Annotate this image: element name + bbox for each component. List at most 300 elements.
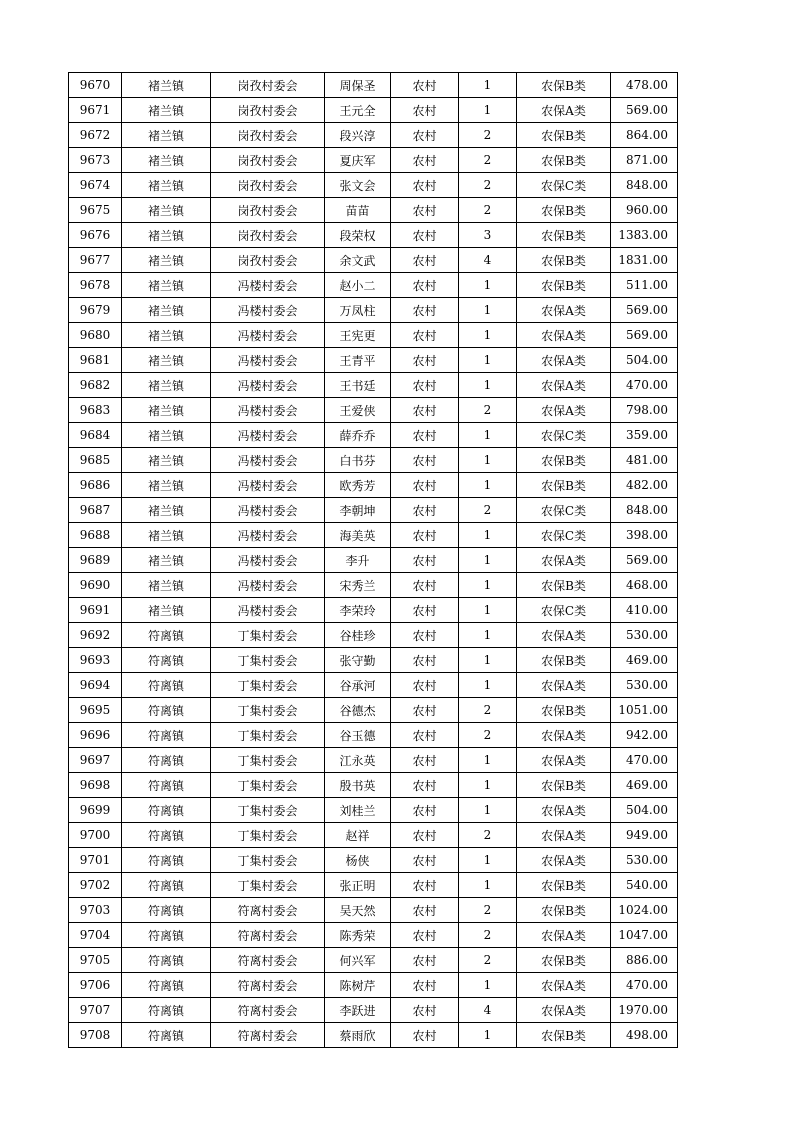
cell-town: 符离镇 xyxy=(122,998,211,1023)
cell-household-type: 农村 xyxy=(391,323,459,348)
cell-serial-number: 9681 xyxy=(69,348,122,373)
cell-insurance-category: 农保B类 xyxy=(517,448,611,473)
cell-town: 符离镇 xyxy=(122,948,211,973)
cell-recipient-name: 王青平 xyxy=(325,348,391,373)
cell-amount: 798.00 xyxy=(611,398,678,423)
cell-person-count: 1 xyxy=(459,673,517,698)
cell-serial-number: 9685 xyxy=(69,448,122,473)
cell-town: 褚兰镇 xyxy=(122,423,211,448)
table-row xyxy=(69,523,678,548)
cell-serial-number: 9688 xyxy=(69,523,122,548)
table-row xyxy=(69,323,678,348)
cell-household-type: 农村 xyxy=(391,298,459,323)
cell-insurance-category: 农保B类 xyxy=(517,148,611,173)
cell-village-committee: 符离村委会 xyxy=(211,923,325,948)
cell-serial-number: 9680 xyxy=(69,323,122,348)
cell-recipient-name: 周保圣 xyxy=(325,73,391,98)
cell-town: 褚兰镇 xyxy=(122,498,211,523)
cell-recipient-name: 余文武 xyxy=(325,248,391,273)
cell-village-committee: 丁集村委会 xyxy=(211,623,325,648)
cell-town: 褚兰镇 xyxy=(122,398,211,423)
cell-recipient-name: 赵小二 xyxy=(325,273,391,298)
cell-person-count: 1 xyxy=(459,798,517,823)
cell-insurance-category: 农保B类 xyxy=(517,223,611,248)
cell-serial-number: 9678 xyxy=(69,273,122,298)
cell-town: 符离镇 xyxy=(122,873,211,898)
cell-amount: 511.00 xyxy=(611,273,678,298)
cell-serial-number: 9700 xyxy=(69,823,122,848)
cell-village-committee: 丁集村委会 xyxy=(211,773,325,798)
cell-household-type: 农村 xyxy=(391,523,459,548)
cell-amount: 470.00 xyxy=(611,373,678,398)
cell-serial-number: 9673 xyxy=(69,148,122,173)
cell-amount: 469.00 xyxy=(611,773,678,798)
cell-recipient-name: 张守勤 xyxy=(325,648,391,673)
table-row xyxy=(69,873,678,898)
cell-insurance-category: 农保B类 xyxy=(517,248,611,273)
assistance-roster-table xyxy=(68,72,678,1048)
cell-amount: 886.00 xyxy=(611,948,678,973)
cell-amount: 504.00 xyxy=(611,798,678,823)
cell-insurance-category: 农保C类 xyxy=(517,523,611,548)
cell-recipient-name: 王爱侠 xyxy=(325,398,391,423)
cell-town: 褚兰镇 xyxy=(122,448,211,473)
cell-person-count: 1 xyxy=(459,423,517,448)
cell-serial-number: 9692 xyxy=(69,623,122,648)
cell-village-committee: 符离村委会 xyxy=(211,948,325,973)
cell-household-type: 农村 xyxy=(391,198,459,223)
cell-person-count: 1 xyxy=(459,73,517,98)
cell-village-committee: 丁集村委会 xyxy=(211,848,325,873)
cell-town: 褚兰镇 xyxy=(122,123,211,148)
cell-serial-number: 9698 xyxy=(69,773,122,798)
cell-serial-number: 9696 xyxy=(69,723,122,748)
cell-recipient-name: 陈秀荣 xyxy=(325,923,391,948)
cell-person-count: 1 xyxy=(459,273,517,298)
cell-town: 符离镇 xyxy=(122,798,211,823)
table-row xyxy=(69,223,678,248)
cell-recipient-name: 李荣玲 xyxy=(325,598,391,623)
cell-serial-number: 9705 xyxy=(69,948,122,973)
table-row xyxy=(69,373,678,398)
cell-village-committee: 岗孜村委会 xyxy=(211,123,325,148)
cell-town: 褚兰镇 xyxy=(122,248,211,273)
cell-village-committee: 符离村委会 xyxy=(211,998,325,1023)
cell-household-type: 农村 xyxy=(391,448,459,473)
cell-amount: 569.00 xyxy=(611,548,678,573)
cell-village-committee: 丁集村委会 xyxy=(211,723,325,748)
cell-town: 褚兰镇 xyxy=(122,548,211,573)
table-row xyxy=(69,773,678,798)
cell-household-type: 农村 xyxy=(391,623,459,648)
table-row xyxy=(69,198,678,223)
table-row xyxy=(69,573,678,598)
cell-town: 褚兰镇 xyxy=(122,473,211,498)
cell-town: 符离镇 xyxy=(122,698,211,723)
cell-household-type: 农村 xyxy=(391,223,459,248)
cell-amount: 960.00 xyxy=(611,198,678,223)
cell-amount: 1047.00 xyxy=(611,923,678,948)
cell-amount: 530.00 xyxy=(611,848,678,873)
cell-village-committee: 符离村委会 xyxy=(211,898,325,923)
cell-household-type: 农村 xyxy=(391,748,459,773)
cell-person-count: 2 xyxy=(459,198,517,223)
cell-recipient-name: 殷书英 xyxy=(325,773,391,798)
cell-serial-number: 9694 xyxy=(69,673,122,698)
cell-town: 符离镇 xyxy=(122,923,211,948)
cell-person-count: 1 xyxy=(459,748,517,773)
cell-insurance-category: 农保B类 xyxy=(517,123,611,148)
table-row xyxy=(69,423,678,448)
cell-village-committee: 岗孜村委会 xyxy=(211,73,325,98)
cell-recipient-name: 万凤柱 xyxy=(325,298,391,323)
table-row xyxy=(69,248,678,273)
cell-insurance-category: 农保B类 xyxy=(517,698,611,723)
table-row xyxy=(69,298,678,323)
cell-insurance-category: 农保B类 xyxy=(517,648,611,673)
cell-insurance-category: 农保A类 xyxy=(517,298,611,323)
cell-village-committee: 符离村委会 xyxy=(211,1023,325,1048)
cell-household-type: 农村 xyxy=(391,398,459,423)
cell-serial-number: 9682 xyxy=(69,373,122,398)
table-row xyxy=(69,998,678,1023)
table-row xyxy=(69,498,678,523)
cell-household-type: 农村 xyxy=(391,673,459,698)
cell-household-type: 农村 xyxy=(391,98,459,123)
cell-amount: 359.00 xyxy=(611,423,678,448)
cell-recipient-name: 段兴淳 xyxy=(325,123,391,148)
cell-household-type: 农村 xyxy=(391,373,459,398)
cell-amount: 1383.00 xyxy=(611,223,678,248)
table-row xyxy=(69,548,678,573)
cell-amount: 469.00 xyxy=(611,648,678,673)
table-row xyxy=(69,698,678,723)
cell-insurance-category: 农保A类 xyxy=(517,798,611,823)
cell-person-count: 1 xyxy=(459,848,517,873)
cell-town: 符离镇 xyxy=(122,723,211,748)
cell-household-type: 农村 xyxy=(391,248,459,273)
cell-insurance-category: 农保A类 xyxy=(517,548,611,573)
cell-insurance-category: 农保C类 xyxy=(517,598,611,623)
cell-amount: 481.00 xyxy=(611,448,678,473)
table-row xyxy=(69,673,678,698)
cell-serial-number: 9691 xyxy=(69,598,122,623)
cell-town: 符离镇 xyxy=(122,973,211,998)
cell-town: 褚兰镇 xyxy=(122,598,211,623)
cell-person-count: 1 xyxy=(459,648,517,673)
cell-person-count: 1 xyxy=(459,1023,517,1048)
cell-recipient-name: 李朝坤 xyxy=(325,498,391,523)
cell-household-type: 农村 xyxy=(391,923,459,948)
cell-village-committee: 冯楼村委会 xyxy=(211,398,325,423)
cell-town: 符离镇 xyxy=(122,673,211,698)
cell-insurance-category: 农保B类 xyxy=(517,573,611,598)
cell-town: 符离镇 xyxy=(122,773,211,798)
cell-household-type: 农村 xyxy=(391,973,459,998)
cell-amount: 1831.00 xyxy=(611,248,678,273)
cell-person-count: 1 xyxy=(459,573,517,598)
roster-body xyxy=(69,73,678,1048)
cell-village-committee: 冯楼村委会 xyxy=(211,548,325,573)
cell-village-committee: 丁集村委会 xyxy=(211,673,325,698)
cell-amount: 470.00 xyxy=(611,748,678,773)
cell-village-committee: 岗孜村委会 xyxy=(211,98,325,123)
cell-town: 褚兰镇 xyxy=(122,573,211,598)
table-row xyxy=(69,648,678,673)
cell-amount: 470.00 xyxy=(611,973,678,998)
cell-insurance-category: 农保A类 xyxy=(517,723,611,748)
cell-person-count: 4 xyxy=(459,248,517,273)
cell-amount: 1970.00 xyxy=(611,998,678,1023)
cell-village-committee: 冯楼村委会 xyxy=(211,373,325,398)
cell-village-committee: 岗孜村委会 xyxy=(211,223,325,248)
cell-recipient-name: 李跃进 xyxy=(325,998,391,1023)
cell-recipient-name: 夏庆军 xyxy=(325,148,391,173)
cell-village-committee: 符离村委会 xyxy=(211,973,325,998)
cell-person-count: 4 xyxy=(459,998,517,1023)
cell-person-count: 2 xyxy=(459,723,517,748)
cell-village-committee: 冯楼村委会 xyxy=(211,423,325,448)
cell-household-type: 农村 xyxy=(391,473,459,498)
cell-recipient-name: 白书芬 xyxy=(325,448,391,473)
cell-amount: 569.00 xyxy=(611,98,678,123)
cell-amount: 1024.00 xyxy=(611,898,678,923)
cell-recipient-name: 薛乔乔 xyxy=(325,423,391,448)
cell-person-count: 1 xyxy=(459,373,517,398)
table-row xyxy=(69,798,678,823)
cell-insurance-category: 农保B类 xyxy=(517,898,611,923)
cell-town: 符离镇 xyxy=(122,623,211,648)
table-row xyxy=(69,273,678,298)
cell-household-type: 农村 xyxy=(391,273,459,298)
table-row xyxy=(69,898,678,923)
cell-town: 符离镇 xyxy=(122,1023,211,1048)
cell-amount: 530.00 xyxy=(611,623,678,648)
cell-recipient-name: 李升 xyxy=(325,548,391,573)
cell-village-committee: 丁集村委会 xyxy=(211,648,325,673)
cell-person-count: 2 xyxy=(459,898,517,923)
cell-recipient-name: 海美英 xyxy=(325,523,391,548)
cell-town: 符离镇 xyxy=(122,648,211,673)
cell-village-committee: 冯楼村委会 xyxy=(211,348,325,373)
cell-person-count: 2 xyxy=(459,698,517,723)
cell-serial-number: 9686 xyxy=(69,473,122,498)
cell-town: 褚兰镇 xyxy=(122,373,211,398)
cell-recipient-name: 刘桂兰 xyxy=(325,798,391,823)
cell-household-type: 农村 xyxy=(391,573,459,598)
table-row xyxy=(69,73,678,98)
cell-serial-number: 9676 xyxy=(69,223,122,248)
cell-town: 褚兰镇 xyxy=(122,73,211,98)
cell-household-type: 农村 xyxy=(391,73,459,98)
cell-village-committee: 岗孜村委会 xyxy=(211,198,325,223)
cell-village-committee: 丁集村委会 xyxy=(211,823,325,848)
cell-amount: 482.00 xyxy=(611,473,678,498)
cell-person-count: 1 xyxy=(459,523,517,548)
cell-recipient-name: 陈树芹 xyxy=(325,973,391,998)
cell-serial-number: 9701 xyxy=(69,848,122,873)
cell-serial-number: 9704 xyxy=(69,923,122,948)
cell-serial-number: 9671 xyxy=(69,98,122,123)
cell-insurance-category: 农保C类 xyxy=(517,173,611,198)
cell-person-count: 1 xyxy=(459,773,517,798)
cell-village-committee: 冯楼村委会 xyxy=(211,298,325,323)
cell-person-count: 1 xyxy=(459,548,517,573)
cell-recipient-name: 谷玉德 xyxy=(325,723,391,748)
cell-town: 褚兰镇 xyxy=(122,148,211,173)
table-row xyxy=(69,973,678,998)
cell-insurance-category: 农保B类 xyxy=(517,273,611,298)
cell-recipient-name: 张正明 xyxy=(325,873,391,898)
table-row xyxy=(69,748,678,773)
table-row xyxy=(69,448,678,473)
cell-person-count: 2 xyxy=(459,398,517,423)
cell-serial-number: 9702 xyxy=(69,873,122,898)
cell-serial-number: 9703 xyxy=(69,898,122,923)
cell-recipient-name: 王宪更 xyxy=(325,323,391,348)
cell-serial-number: 9693 xyxy=(69,648,122,673)
cell-insurance-category: 农保B类 xyxy=(517,873,611,898)
cell-serial-number: 9675 xyxy=(69,198,122,223)
cell-insurance-category: 农保A类 xyxy=(517,973,611,998)
cell-insurance-category: 农保A类 xyxy=(517,673,611,698)
cell-insurance-category: 农保C类 xyxy=(517,498,611,523)
cell-serial-number: 9707 xyxy=(69,998,122,1023)
cell-household-type: 农村 xyxy=(391,148,459,173)
cell-insurance-category: 农保B类 xyxy=(517,1023,611,1048)
cell-person-count: 2 xyxy=(459,823,517,848)
cell-household-type: 农村 xyxy=(391,773,459,798)
cell-town: 褚兰镇 xyxy=(122,348,211,373)
cell-serial-number: 9670 xyxy=(69,73,122,98)
cell-insurance-category: 农保A类 xyxy=(517,323,611,348)
cell-person-count: 2 xyxy=(459,923,517,948)
cell-village-committee: 冯楼村委会 xyxy=(211,598,325,623)
cell-person-count: 2 xyxy=(459,148,517,173)
cell-person-count: 1 xyxy=(459,973,517,998)
cell-recipient-name: 谷德杰 xyxy=(325,698,391,723)
cell-town: 褚兰镇 xyxy=(122,323,211,348)
cell-person-count: 1 xyxy=(459,473,517,498)
table-row xyxy=(69,948,678,973)
cell-village-committee: 冯楼村委会 xyxy=(211,523,325,548)
cell-insurance-category: 农保A类 xyxy=(517,748,611,773)
cell-town: 褚兰镇 xyxy=(122,198,211,223)
cell-amount: 1051.00 xyxy=(611,698,678,723)
cell-amount: 569.00 xyxy=(611,298,678,323)
cell-serial-number: 9679 xyxy=(69,298,122,323)
cell-household-type: 农村 xyxy=(391,348,459,373)
cell-insurance-category: 农保A类 xyxy=(517,348,611,373)
cell-recipient-name: 苗苗 xyxy=(325,198,391,223)
cell-insurance-category: 农保B类 xyxy=(517,948,611,973)
cell-insurance-category: 农保B类 xyxy=(517,773,611,798)
table-row xyxy=(69,473,678,498)
cell-amount: 848.00 xyxy=(611,173,678,198)
cell-household-type: 农村 xyxy=(391,1023,459,1048)
cell-insurance-category: 农保C类 xyxy=(517,423,611,448)
cell-village-committee: 冯楼村委会 xyxy=(211,473,325,498)
cell-village-committee: 丁集村委会 xyxy=(211,798,325,823)
cell-town: 符离镇 xyxy=(122,748,211,773)
cell-recipient-name: 谷桂珍 xyxy=(325,623,391,648)
cell-town: 褚兰镇 xyxy=(122,523,211,548)
table-row xyxy=(69,173,678,198)
cell-household-type: 农村 xyxy=(391,823,459,848)
cell-town: 符离镇 xyxy=(122,848,211,873)
cell-person-count: 1 xyxy=(459,873,517,898)
cell-village-committee: 冯楼村委会 xyxy=(211,323,325,348)
cell-town: 褚兰镇 xyxy=(122,223,211,248)
cell-insurance-category: 农保A类 xyxy=(517,998,611,1023)
cell-serial-number: 9706 xyxy=(69,973,122,998)
cell-recipient-name: 江永英 xyxy=(325,748,391,773)
cell-village-committee: 丁集村委会 xyxy=(211,698,325,723)
cell-household-type: 农村 xyxy=(391,723,459,748)
cell-insurance-category: 农保B类 xyxy=(517,73,611,98)
cell-town: 符离镇 xyxy=(122,823,211,848)
cell-serial-number: 9674 xyxy=(69,173,122,198)
cell-household-type: 农村 xyxy=(391,898,459,923)
cell-village-committee: 冯楼村委会 xyxy=(211,498,325,523)
cell-village-committee: 岗孜村委会 xyxy=(211,248,325,273)
cell-insurance-category: 农保A类 xyxy=(517,623,611,648)
cell-recipient-name: 吴天然 xyxy=(325,898,391,923)
cell-serial-number: 9677 xyxy=(69,248,122,273)
table-row xyxy=(69,348,678,373)
cell-recipient-name: 何兴军 xyxy=(325,948,391,973)
cell-person-count: 2 xyxy=(459,173,517,198)
table-row xyxy=(69,98,678,123)
cell-recipient-name: 王元全 xyxy=(325,98,391,123)
cell-serial-number: 9708 xyxy=(69,1023,122,1048)
cell-amount: 949.00 xyxy=(611,823,678,848)
cell-household-type: 农村 xyxy=(391,548,459,573)
cell-amount: 942.00 xyxy=(611,723,678,748)
cell-person-count: 2 xyxy=(459,123,517,148)
cell-amount: 871.00 xyxy=(611,148,678,173)
cell-serial-number: 9689 xyxy=(69,548,122,573)
cell-person-count: 1 xyxy=(459,348,517,373)
cell-person-count: 1 xyxy=(459,448,517,473)
cell-household-type: 农村 xyxy=(391,948,459,973)
cell-amount: 398.00 xyxy=(611,523,678,548)
cell-person-count: 1 xyxy=(459,298,517,323)
table-row xyxy=(69,598,678,623)
table-row xyxy=(69,723,678,748)
table-row xyxy=(69,398,678,423)
cell-insurance-category: 农保A类 xyxy=(517,373,611,398)
cell-person-count: 2 xyxy=(459,948,517,973)
cell-town: 褚兰镇 xyxy=(122,298,211,323)
cell-insurance-category: 农保B类 xyxy=(517,198,611,223)
cell-insurance-category: 农保A类 xyxy=(517,823,611,848)
cell-household-type: 农村 xyxy=(391,798,459,823)
cell-amount: 410.00 xyxy=(611,598,678,623)
cell-insurance-category: 农保A类 xyxy=(517,98,611,123)
cell-recipient-name: 蔡雨欣 xyxy=(325,1023,391,1048)
cell-village-committee: 丁集村委会 xyxy=(211,873,325,898)
cell-village-committee: 岗孜村委会 xyxy=(211,148,325,173)
cell-recipient-name: 杨侠 xyxy=(325,848,391,873)
table-row xyxy=(69,148,678,173)
cell-serial-number: 9699 xyxy=(69,798,122,823)
cell-serial-number: 9687 xyxy=(69,498,122,523)
cell-person-count: 1 xyxy=(459,323,517,348)
cell-town: 褚兰镇 xyxy=(122,173,211,198)
table-row xyxy=(69,823,678,848)
cell-household-type: 农村 xyxy=(391,423,459,448)
